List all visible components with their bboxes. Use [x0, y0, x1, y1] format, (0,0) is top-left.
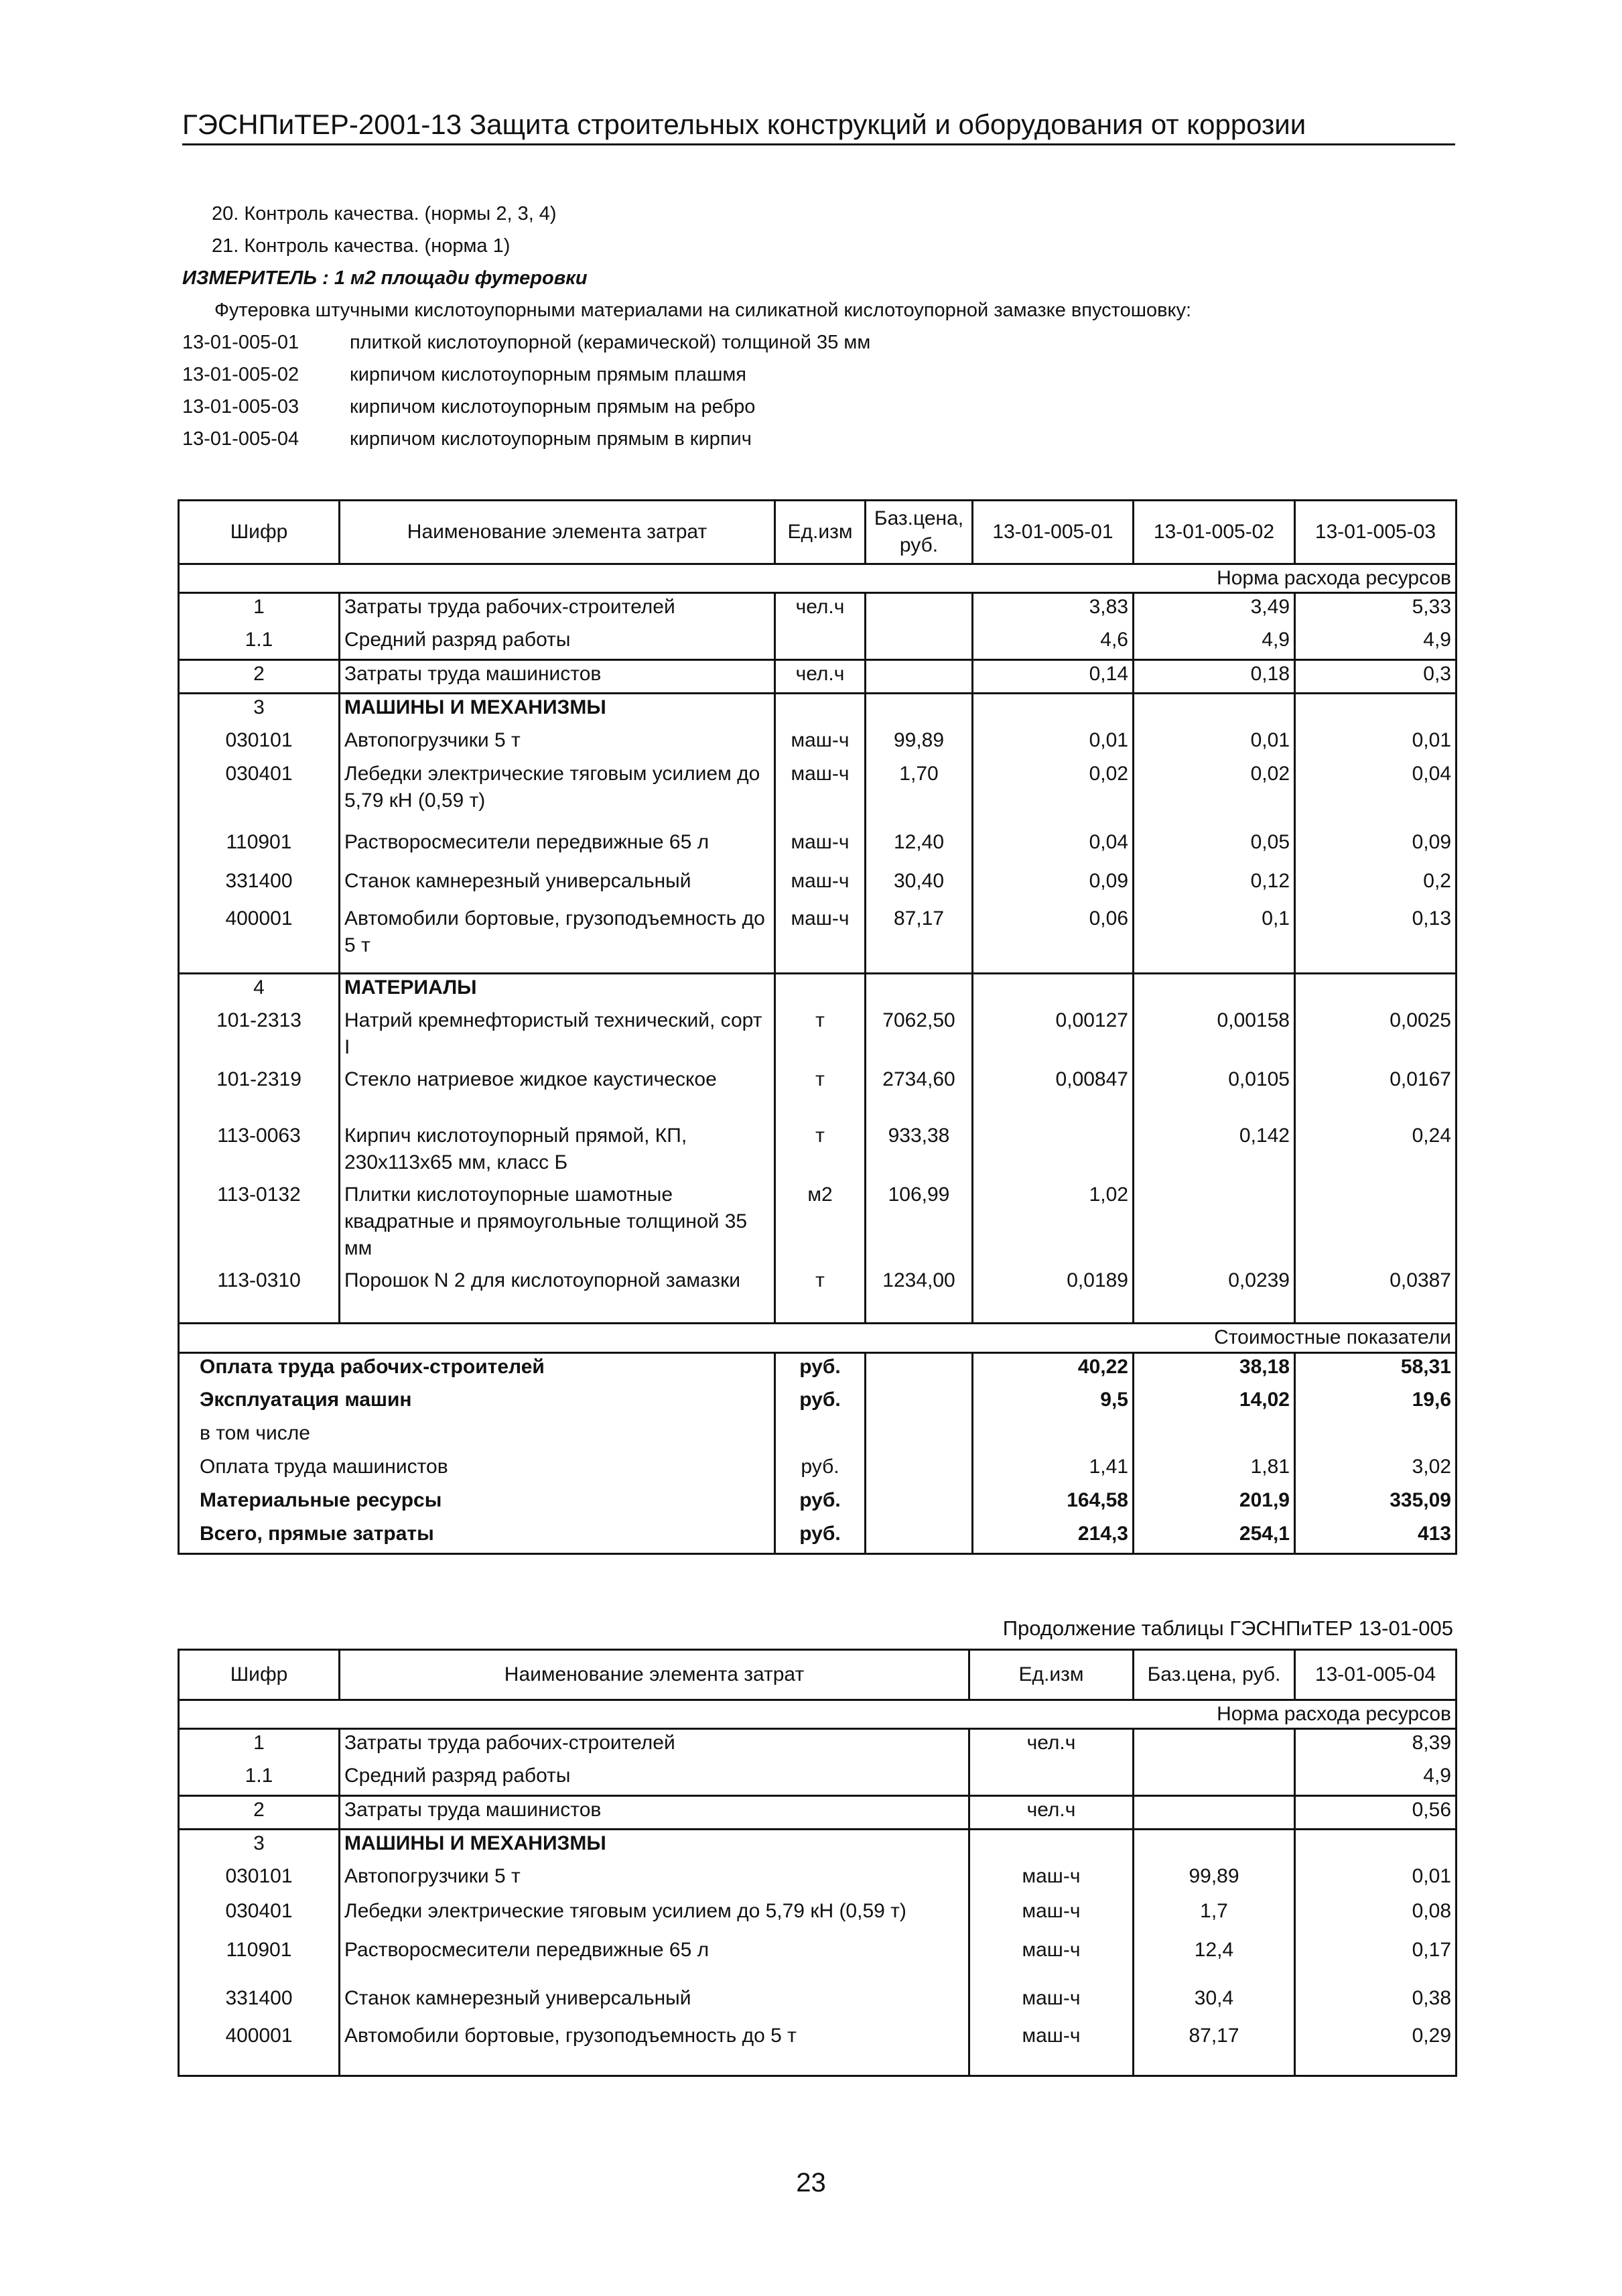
cell-name: МАШИНЫ И МЕХАНИЗМЫ	[340, 694, 775, 727]
col-header: Наименование элемента затрат	[340, 1650, 969, 1700]
cell-code: 2	[179, 660, 340, 694]
cell-v3: 0,13	[1295, 905, 1457, 974]
cell-v: 0,38	[1295, 1985, 1457, 2023]
cell-v2: 0,00158	[1134, 1007, 1295, 1066]
cell-v: 0,17	[1295, 1937, 1457, 1985]
table-row	[179, 593, 1457, 627]
item-text: кирпичом кислотоупорным прямым на ребро	[350, 396, 756, 418]
cost-v3	[1295, 1420, 1457, 1454]
table-row	[179, 761, 1457, 829]
cell-price: 30,4	[1134, 1985, 1295, 2023]
cell-name: Автомобили бортовые, грузоподъемность до 5 т	[340, 905, 775, 974]
cost-unit: руб.	[775, 1521, 866, 1554]
cell-v1: 0,02	[973, 761, 1134, 829]
cell-unit: м2	[775, 1182, 866, 1267]
cost-name: Эксплуатация машин	[179, 1387, 775, 1420]
cell-name: Лебедки электрические тяговым усилием до 5,79 кН (0,59 т)	[340, 761, 775, 829]
cell-code: 1.1	[179, 1763, 340, 1796]
cell-price: 106,99	[866, 1182, 973, 1267]
cell-v3: 0,3	[1295, 660, 1457, 694]
cost-row	[179, 1454, 1457, 1487]
cost-price	[866, 1454, 973, 1487]
cell-unit: маш-ч	[775, 727, 866, 761]
item-code: 13-01-005-01	[182, 332, 299, 353]
cell-v3	[1295, 974, 1457, 1007]
cell-unit: маш-ч	[969, 1863, 1134, 1898]
cell-v	[1295, 1830, 1457, 1863]
col-header: Ед.изм	[775, 501, 866, 564]
cell-unit: чел.ч	[775, 593, 866, 627]
col-header: 13-01-005-03	[1295, 501, 1457, 564]
item-code: 13-01-005-03	[182, 396, 299, 418]
cell-v2: 3,49	[1134, 593, 1295, 627]
cost-v1: 9,5	[973, 1387, 1134, 1420]
cell-v: 0,56	[1295, 1796, 1457, 1830]
cost-row	[179, 1353, 1457, 1387]
cell-v3: 0,2	[1295, 868, 1457, 905]
cost-v1: 164,58	[973, 1487, 1134, 1521]
cell-code: 110901	[179, 829, 340, 868]
cost-v1	[973, 1420, 1134, 1454]
cell-v1: 0,06	[973, 905, 1134, 974]
cost-price	[866, 1487, 973, 1521]
cell-code: 331400	[179, 1985, 340, 2023]
cell-price	[866, 627, 973, 660]
cell-unit: маш-ч	[775, 905, 866, 974]
cost-name: Оплата труда машинистов	[179, 1454, 775, 1487]
cell-v2	[1134, 694, 1295, 727]
cell-v2: 4,9	[1134, 627, 1295, 660]
cell-name: Средний разряд работы	[340, 627, 775, 660]
cell-name: Порошок N 2 для кислотоупорной замазки	[340, 1267, 775, 1324]
cell-price: 7062,50	[866, 1007, 973, 1066]
cell-unit: чел.ч	[775, 660, 866, 694]
cell-unit: маш-ч	[775, 829, 866, 868]
cell-price	[1134, 1729, 1295, 1763]
cost-price	[866, 1353, 973, 1387]
cell-unit: маш-ч	[969, 1937, 1134, 1985]
cell-unit	[775, 627, 866, 660]
item-code: 13-01-005-04	[182, 428, 299, 450]
col-header: Ед.изм	[969, 1650, 1134, 1700]
cell-code: 030401	[179, 1898, 340, 1937]
cost-row	[179, 1487, 1457, 1521]
cell-v2: 0,05	[1134, 829, 1295, 868]
item-text: кирпичом кислотоупорным прямым в кирпич	[350, 428, 752, 450]
cell-name: МАТЕРИАЛЫ	[340, 974, 775, 1007]
cost-v1: 1,41	[973, 1454, 1134, 1487]
table-row	[179, 1267, 1457, 1324]
cell-v3: 4,9	[1295, 627, 1457, 660]
cell-v1: 0,04	[973, 829, 1134, 868]
cell-price	[866, 593, 973, 627]
cell-v2: 0,142	[1134, 1123, 1295, 1182]
cell-unit: маш-ч	[775, 868, 866, 905]
cell-v1: 0,00847	[973, 1066, 1134, 1123]
col-header: Баз.цена, руб.	[866, 501, 973, 564]
cell-v2	[1134, 974, 1295, 1007]
table-row	[179, 868, 1457, 905]
cost-v2: 1,81	[1134, 1454, 1295, 1487]
cell-price	[866, 974, 973, 1007]
cell-price: 933,38	[866, 1123, 973, 1182]
cell-v1: 0,0189	[973, 1267, 1134, 1324]
cell-v3: 0,04	[1295, 761, 1457, 829]
cell-unit: чел.ч	[969, 1796, 1134, 1830]
cell-unit: маш-ч	[969, 1898, 1134, 1937]
item-line	[182, 423, 1455, 455]
table-row	[179, 1796, 1457, 1830]
table-row	[179, 1830, 1457, 1863]
cell-v1: 0,09	[973, 868, 1134, 905]
cell-code: 113-0063	[179, 1123, 340, 1182]
cost-label: Стоимостные показатели	[179, 1324, 1457, 1353]
cell-price: 12,40	[866, 829, 973, 868]
table-row	[179, 1007, 1457, 1066]
intro-line: 20. Контроль качества. (нормы 2, 3, 4)	[212, 203, 557, 225]
table-row	[179, 905, 1457, 974]
cost-row	[179, 1387, 1457, 1420]
measure-unit: ИЗМЕРИТЕЛЬ : 1 м2 площади футеровки	[182, 267, 588, 289]
cell-price	[1134, 1796, 1295, 1830]
cell-code: 4	[179, 974, 340, 1007]
cost-unit	[775, 1420, 866, 1454]
item-line	[182, 359, 1455, 391]
cell-price: 1,7	[1134, 1898, 1295, 1937]
cost-name: Всего, прямые затраты	[179, 1521, 775, 1554]
cell-code: 113-0310	[179, 1267, 340, 1324]
cell-unit	[775, 694, 866, 727]
resource-table-2	[178, 1649, 1457, 2077]
cell-code: 400001	[179, 905, 340, 974]
cell-v2: 0,18	[1134, 660, 1295, 694]
cell-price	[1134, 1830, 1295, 1863]
cell-code: 1.1	[179, 627, 340, 660]
cell-name: Станок камнерезный универсальный	[340, 868, 775, 905]
cell-code: 331400	[179, 868, 340, 905]
cost-v1: 40,22	[973, 1353, 1134, 1387]
cell-code: 113-0132	[179, 1182, 340, 1267]
cell-code: 101-2319	[179, 1066, 340, 1123]
cell-price: 1234,00	[866, 1267, 973, 1324]
cost-v3: 413	[1295, 1521, 1457, 1554]
table-row	[179, 1937, 1457, 1985]
table-row	[179, 660, 1457, 694]
cell-code: 1	[179, 1729, 340, 1763]
cell-v2: 0,1	[1134, 905, 1295, 974]
cost-v2: 201,9	[1134, 1487, 1295, 1521]
cost-v3: 58,31	[1295, 1353, 1457, 1387]
cell-unit	[969, 1763, 1134, 1796]
cell-name: Растворосмесители передвижные 65 л	[340, 829, 775, 868]
table-row	[179, 1763, 1457, 1796]
cell-unit: маш-ч	[969, 1985, 1134, 2023]
cell-v: 0,08	[1295, 1898, 1457, 1937]
cell-code: 2	[179, 1796, 340, 1830]
cell-unit: маш-ч	[775, 761, 866, 829]
cell-v3: 0,01	[1295, 727, 1457, 761]
cell-name: Плитки кислотоупорные шамотные квадратные и прямоугольные толщиной 35 мм	[340, 1182, 775, 1267]
cell-unit	[775, 974, 866, 1007]
cell-v3: 0,0167	[1295, 1066, 1457, 1123]
item-line	[182, 326, 1455, 359]
table-header-row	[179, 1650, 1457, 1700]
cost-unit: руб.	[775, 1387, 866, 1420]
item-line	[182, 391, 1455, 423]
cost-price	[866, 1420, 973, 1454]
cell-price: 12,4	[1134, 1937, 1295, 1985]
cost-price	[866, 1387, 973, 1420]
table-row	[179, 2023, 1457, 2076]
cell-name: Кирпич кислотоупорный прямой, КП, 230x113x65 мм, класс Б	[340, 1123, 775, 1182]
cell-code: 3	[179, 694, 340, 727]
cell-v: 8,39	[1295, 1729, 1457, 1763]
cell-v1: 0,14	[973, 660, 1134, 694]
col-header: 13-01-005-02	[1134, 501, 1295, 564]
table-row	[179, 829, 1457, 868]
cost-v2	[1134, 1420, 1295, 1454]
table-row	[179, 627, 1457, 660]
col-header: Шифр	[179, 1650, 340, 1700]
cost-price	[866, 1521, 973, 1554]
cell-name: Затраты труда рабочих-строителей	[340, 1729, 969, 1763]
cost-v1: 214,3	[973, 1521, 1134, 1554]
cell-name: Лебедки электрические тяговым усилием до 5,79 кН (0,59 т)	[340, 1898, 969, 1937]
continuation-caption: Продолжение таблицы ГЭСНПиТЕР 13-01-005	[1002, 1616, 1453, 1640]
cell-name: Автомобили бортовые, грузоподъемность до 5 т	[340, 2023, 969, 2076]
cell-code: 030401	[179, 761, 340, 829]
cell-unit: т	[775, 1007, 866, 1066]
cell-price: 87,17	[1134, 2023, 1295, 2076]
cell-v3	[1295, 1182, 1457, 1267]
col-header: 13-01-005-04	[1295, 1650, 1457, 1700]
cost-name: Оплата труда рабочих-строителей	[179, 1353, 775, 1387]
cell-v3	[1295, 694, 1457, 727]
cost-row	[179, 1420, 1457, 1454]
cell-price: 2734,60	[866, 1066, 973, 1123]
cell-price	[1134, 1763, 1295, 1796]
cell-unit: чел.ч	[969, 1729, 1134, 1763]
cell-v1	[973, 694, 1134, 727]
resource-table-1	[178, 499, 1457, 1555]
table-row	[179, 694, 1457, 727]
cell-name: Растворосмесители передвижные 65 л	[340, 1937, 969, 1985]
col-header: Наименование элемента затрат	[340, 501, 775, 564]
cell-name: Автопогрузчики 5 т	[340, 727, 775, 761]
page-number: 23	[796, 2168, 826, 2197]
col-header: 13-01-005-01	[973, 501, 1134, 564]
table-row	[179, 1898, 1457, 1937]
cell-code: 101-2313	[179, 1007, 340, 1066]
cell-code: 030101	[179, 1863, 340, 1898]
cost-v3: 335,09	[1295, 1487, 1457, 1521]
intro-section	[182, 198, 1455, 455]
item-text: плиткой кислотоупорной (керамической) толщиной 35 мм	[350, 332, 871, 353]
cell-unit: т	[775, 1066, 866, 1123]
cell-v2: 0,0239	[1134, 1267, 1295, 1324]
col-header: Шифр	[179, 501, 340, 564]
cost-name: в том числе	[179, 1420, 775, 1454]
cost-name: Материальные ресурсы	[179, 1487, 775, 1521]
cell-price: 30,40	[866, 868, 973, 905]
cell-name: Натрий кремнефтористый технический, сорт I	[340, 1007, 775, 1066]
cost-v3: 3,02	[1295, 1454, 1457, 1487]
table-row	[179, 974, 1457, 1007]
cell-code: 3	[179, 1830, 340, 1863]
cell-v: 0,29	[1295, 2023, 1457, 2076]
cost-unit: руб.	[775, 1454, 866, 1487]
intro-line: 21. Контроль качества. (норма 1)	[212, 235, 511, 257]
cell-v2: 0,0105	[1134, 1066, 1295, 1123]
cell-v1: 0,01	[973, 727, 1134, 761]
item-text: кирпичом кислотоупорным прямым плашмя	[350, 364, 746, 385]
cost-unit: руб.	[775, 1487, 866, 1521]
cell-unit: маш-ч	[969, 2023, 1134, 2076]
col-header: Баз.цена, руб.	[1134, 1650, 1295, 1700]
cell-v1	[973, 974, 1134, 1007]
cell-v3: 0,0025	[1295, 1007, 1457, 1066]
cell-name: Станок камнерезный универсальный	[340, 1985, 969, 2023]
table-row	[179, 1729, 1457, 1763]
cell-name: Автопогрузчики 5 т	[340, 1863, 969, 1898]
cell-code: 030101	[179, 727, 340, 761]
norm-label: Норма расхода ресурсов	[179, 1700, 1457, 1729]
cell-v1: 0,00127	[973, 1007, 1134, 1066]
cell-v2	[1134, 1182, 1295, 1267]
item-code: 13-01-005-02	[182, 364, 299, 385]
cell-v2: 0,01	[1134, 727, 1295, 761]
cell-name: Затраты труда машинистов	[340, 1796, 969, 1830]
cell-name: Затраты труда рабочих-строителей	[340, 593, 775, 627]
table-row	[179, 1066, 1457, 1123]
cell-v3: 0,0387	[1295, 1267, 1457, 1324]
cost-row	[179, 1521, 1457, 1554]
table-row	[179, 1182, 1457, 1267]
table-header-row	[179, 501, 1457, 564]
cell-code: 400001	[179, 2023, 340, 2076]
cell-price: 99,89	[866, 727, 973, 761]
page-header: ГЭСНПиТЕР-2001-13 Защита строительных конструкций и оборудования от коррозии	[182, 107, 1455, 145]
table-row	[179, 1863, 1457, 1898]
cell-name: Стекло натриевое жидкое каустическое	[340, 1066, 775, 1123]
work-description: Футеровка штучными кислотоупорными материалами на силикатной кислотоупорной замазке впустошовку:	[214, 300, 1192, 321]
cost-v2: 254,1	[1134, 1521, 1295, 1554]
table-row	[179, 727, 1457, 761]
cell-v1	[973, 1123, 1134, 1182]
cell-price: 1,70	[866, 761, 973, 829]
cell-price	[866, 694, 973, 727]
cell-price: 99,89	[1134, 1863, 1295, 1898]
cell-price: 87,17	[866, 905, 973, 974]
cost-v3: 19,6	[1295, 1387, 1457, 1420]
cell-v1: 3,83	[973, 593, 1134, 627]
cell-unit: т	[775, 1267, 866, 1324]
cell-name: Средний разряд работы	[340, 1763, 969, 1796]
cell-v1: 4,6	[973, 627, 1134, 660]
cost-v2: 38,18	[1134, 1353, 1295, 1387]
cell-unit: т	[775, 1123, 866, 1182]
cell-v3: 0,24	[1295, 1123, 1457, 1182]
cost-v2: 14,02	[1134, 1387, 1295, 1420]
cell-code: 110901	[179, 1937, 340, 1985]
cell-v3: 0,09	[1295, 829, 1457, 868]
cell-v: 0,01	[1295, 1863, 1457, 1898]
cell-code: 1	[179, 593, 340, 627]
table-row	[179, 1985, 1457, 2023]
cell-v1: 1,02	[973, 1182, 1134, 1267]
cell-price	[866, 660, 973, 694]
table-row	[179, 1123, 1457, 1182]
cell-unit	[969, 1830, 1134, 1863]
cell-v2: 0,02	[1134, 761, 1295, 829]
cost-unit: руб.	[775, 1353, 866, 1387]
norm-label: Норма расхода ресурсов	[179, 564, 1457, 593]
cell-v2: 0,12	[1134, 868, 1295, 905]
cell-name: Затраты труда машинистов	[340, 660, 775, 694]
cell-v: 4,9	[1295, 1763, 1457, 1796]
cell-name: МАШИНЫ И МЕХАНИЗМЫ	[340, 1830, 969, 1863]
cell-v3: 5,33	[1295, 593, 1457, 627]
